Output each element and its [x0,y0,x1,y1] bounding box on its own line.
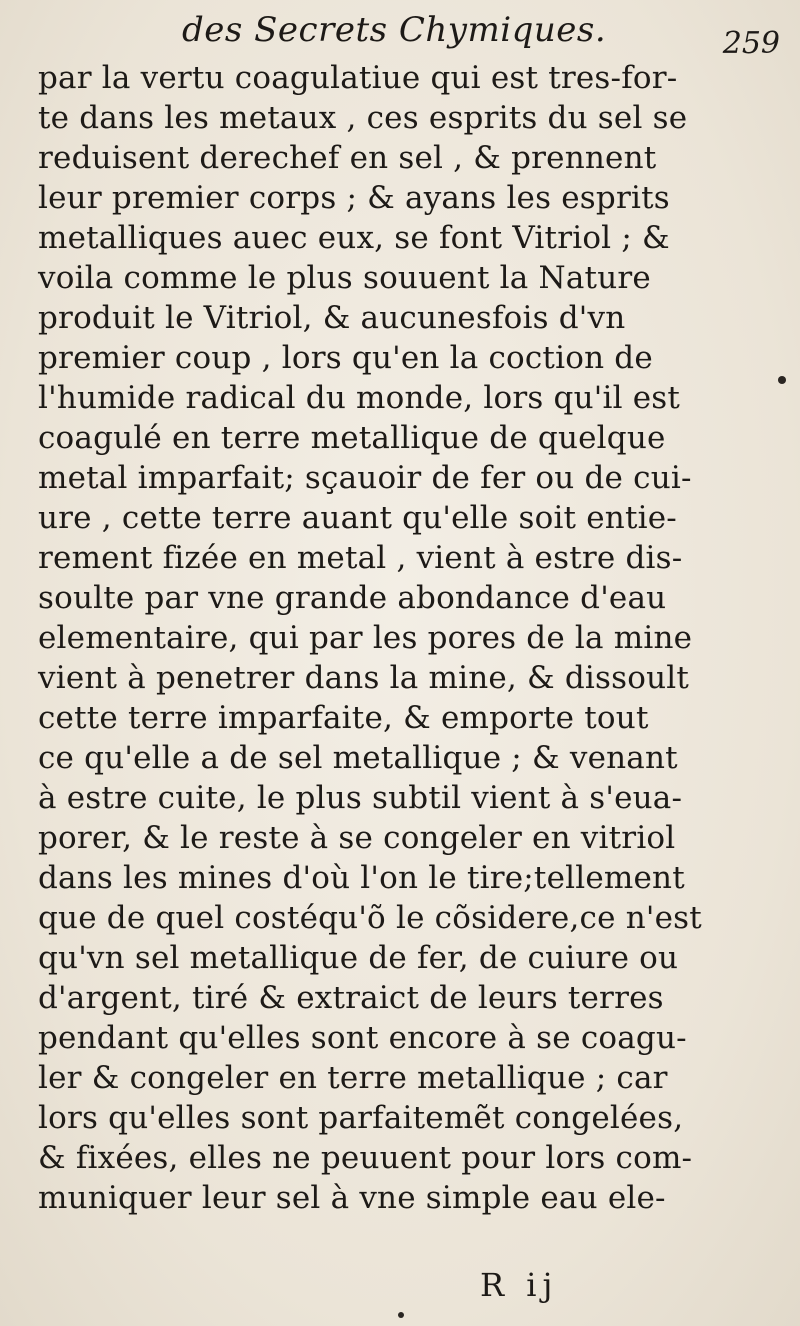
text-line: ce qu'elle a de sel metallique ; & venant [38,740,678,776]
text-line: vient à penetrer dans la mine, & dissoult [38,660,690,696]
text-line: muniquer leur sel à vne simple eau ele- [38,1180,666,1216]
text-line: rement fizée en metal , vient à estre dis- [38,540,683,576]
text-line: dans les mines d'où l'on le tire;tellement [38,860,685,896]
text-line: lors qu'elles sont parfaitemẽt congelées, [38,1100,684,1136]
text-line: pendant qu'elles sont encore à se coagu- [38,1020,687,1056]
text-line: ure , cette terre auant qu'elle soit entie- [38,500,677,536]
text-line: cette terre imparfaite, & emporte tout [38,700,649,736]
text-line: qu'vn sel metallique de fer, de cuiure ou [38,940,679,976]
text-line: porer, & le reste à se congeler en vitriol [38,820,676,856]
text-line: que de quel costéqu'õ le cõsidere,ce n'est [38,900,702,936]
text-line: ler & congeler en terre metallique ; car [38,1060,668,1096]
text-line: à estre cuite, le plus subtil vient à s'eua- [38,780,683,816]
text-line: l'humide radical du monde, lors qu'il est [38,380,681,416]
text-line: voila comme le plus souuent la Nature [38,260,651,296]
text-line: metal imparfait; sçauoir de fer ou de cui- [38,460,692,496]
running-head: des Secrets Chymiques. [182,10,607,50]
text-line: d'argent, tiré & extraict de leurs terres [38,980,664,1016]
text-line: coagulé en terre metallique de quelque [38,420,666,456]
catchword: R ij [480,1266,559,1304]
body-text [38,58,794,1218]
margin-dot [398,1312,404,1318]
text-line: metalliques auec eux, se font Vitriol ; & [38,220,670,256]
text-line: elementaire, qui par les pores de la mine [38,620,693,656]
text-line: leur premier corps ; & ayans les esprits [38,180,670,216]
text-line: produit le Vitriol, & aucunesfois d'vn [38,300,626,336]
page-header [40,8,780,61]
text-line: soulte par vne grande abondance d'eau [38,580,667,616]
text-line: & fixées, elles ne peuuent pour lors com- [38,1140,693,1176]
text-line: te dans les metaux , ces esprits du sel se [38,100,688,136]
page-number: 259 [722,26,780,61]
margin-dot [778,376,786,384]
text-line: premier coup , lors qu'en la coction de [38,340,653,376]
text-line: par la vertu coagulatiue qui est tres-for- [38,60,678,96]
text-line: reduisent derechef en sel , & prennent [38,140,657,176]
